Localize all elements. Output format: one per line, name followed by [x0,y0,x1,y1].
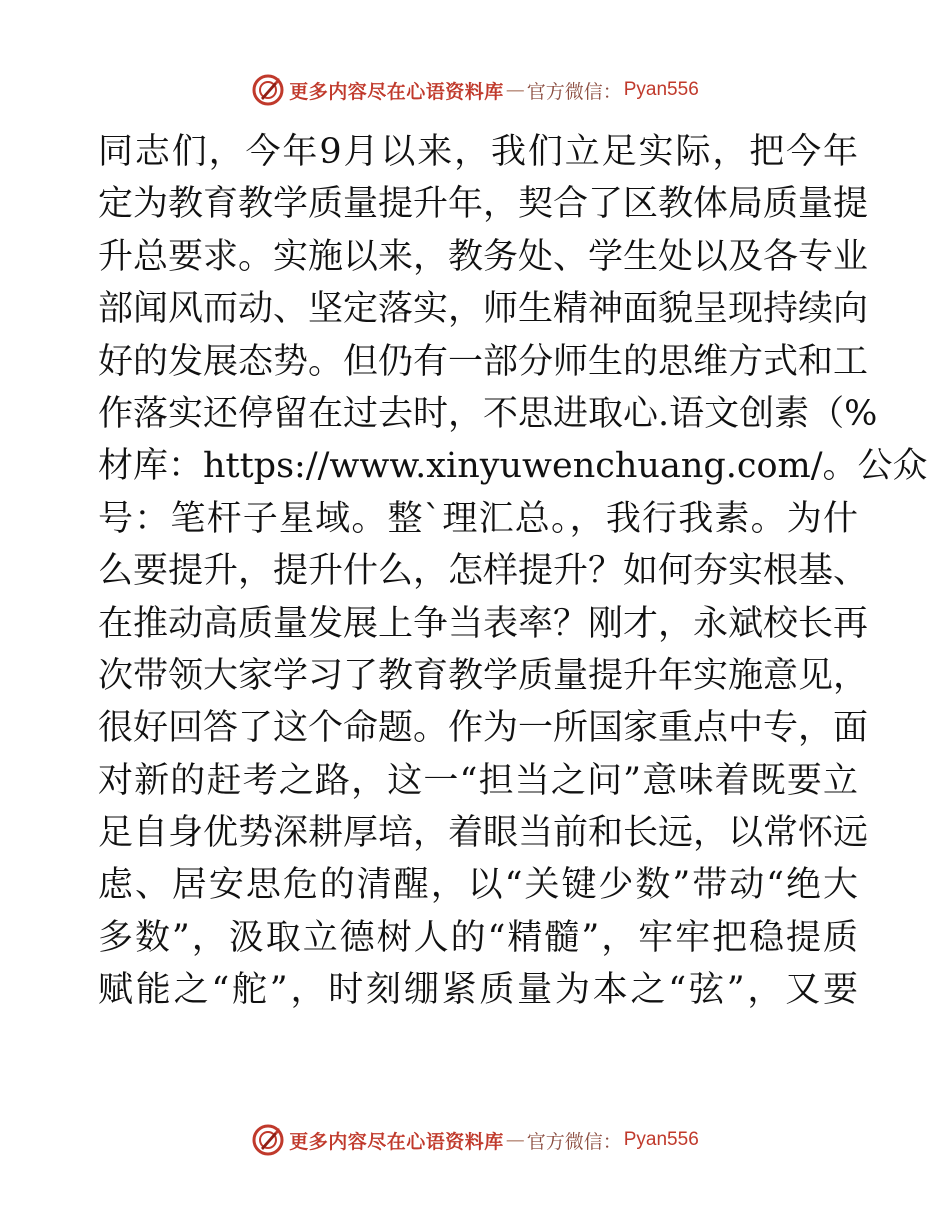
text-line: 作落实还停留在过去时，不思进取心.语文创素（% [98,393,878,434]
banner-wechat-label: 官方微信： [526,80,622,103]
footer-banner [0,1120,950,1160]
body-paragraph [98,126,928,1017]
text-line: 同志们，今年9月以来，我们立足实际，把今年 [98,132,858,172]
text-line: 号：笔杆子星域。整`理汇总。，我行我素。为什 [98,498,858,539]
text-line: 部闻风而动、坚定落实，师生精神面貌呈现持续向 [98,289,869,330]
banner-separator: — [505,1129,525,1151]
text-line: 升总要求。实施以来，教务处、学生处以及各专业 [98,236,869,277]
banner-wechat-label: 官方微信： [526,1130,622,1153]
text-line: 么要提升，提升什么，怎样提升？如何夯实根基、 [98,551,869,592]
banner-wechat-id: Pyan556 [623,79,699,100]
text-line: 材库：https://www.xinyuwenchuang.com/。公众 [98,446,928,487]
text-line: 很好回答了这个命题。作为一所国家重点中专，面 [98,708,869,749]
text-line: 多数”，汲取立德树人的“精髓”，牢牢把稳提质 [98,917,858,958]
text-line: 足自身优势深耕厚培，着眼当前和长远，以常怀远 [98,813,869,854]
text-line: 在推动高质量发展上争当表率？刚才，永斌校长再 [98,603,869,644]
banner-wechat-id: Pyan556 [623,1129,699,1150]
banner-title: 更多内容尽在心语资料库 [289,80,504,103]
banner-separator: — [505,79,525,101]
text-line: 次带领大家学习了教育教学质量提升年实施意见， [98,655,869,696]
text-line: 好的发展态势。但仍有一部分师生的思维方式和工 [98,341,869,382]
text-line: 赋能之“舵”，时刻绷紧质量为本之“弦”，又要 [98,970,858,1011]
text-line: 对新的赶考之路，这一“担当之问”意味着既要立 [98,760,858,801]
pen-logo-icon [251,1123,285,1157]
text-line: 定为教育教学质量提升年，契合了区教体局质量提 [98,184,869,225]
pen-logo-icon [251,73,285,107]
header-banner [0,70,950,110]
text-line: 虑、居安思危的清醒，以“关键少数”带动“绝大 [98,865,858,906]
banner-title: 更多内容尽在心语资料库 [289,1130,504,1153]
